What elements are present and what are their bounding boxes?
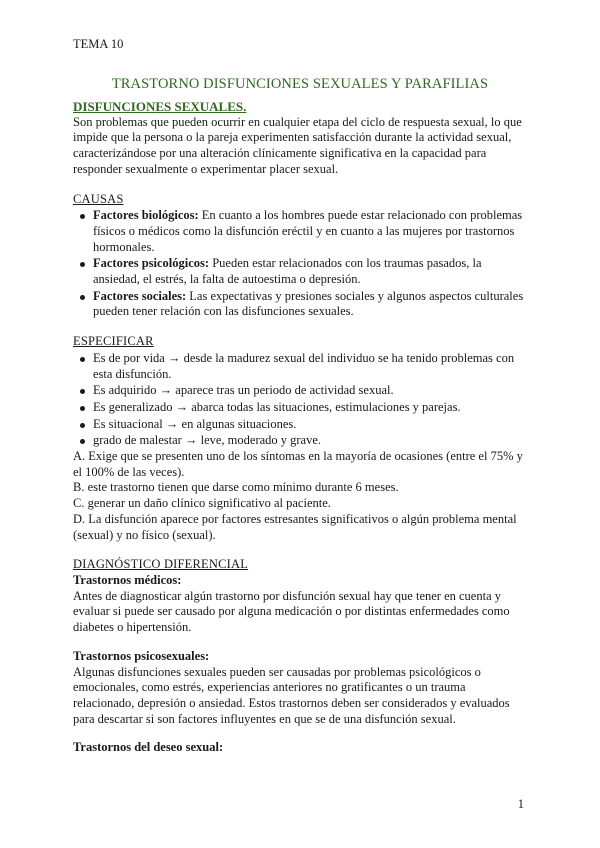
medicos-paragraph: Antes de diagnosticar algún trastorno por disfunción sexual hay que tener en cuenta y evaluar si puede ser causado por alguna medicación o por distintas enfermedades como diabetes o hipertensión. <box>73 588 510 635</box>
disfunciones-paragraph: Son problemas que pueden ocurrir en cualquier etapa del ciclo de respuesta sexual, lo que impide que la persona o la pareja experimenten satisfacción durante la actividad sexual, caracterizándose por una alteración clínicamente significativa en la capacidad para responder sexualmente o experimentar placer sexual. <box>73 114 522 176</box>
subheading-psicosexuales: Trastornos psicosexuales: <box>73 648 210 663</box>
causas-list <box>73 207 528 320</box>
section-heading-diagnostico: DIAGNÓSTICO DIFERENCIAL <box>73 557 249 572</box>
psicosexuales-paragraph: Algunas disfunciones sexuales pueden ser causadas por problemas psicológicos o emocionales, como estrés, experiencias anteriores no gratificantes o un trauma relacionado, depresión o ansiedad. Estos trastornos deben ser considerados y evaluados para descartar si son factores influyentes en que se de una disfunción sexual. <box>73 664 510 726</box>
criterion-c: C. generar un daño clínico significativo al paciente. <box>73 496 331 511</box>
list-item: Es generalizado → abarca todas las situaciones, estimulaciones y parejas. <box>93 399 528 416</box>
criterion-a: A. Exige que se presenten uno de los síntomas en la mayoría de ocasiones (entre el 75% y el 100% de las veces). <box>73 449 523 479</box>
section-heading-disfunciones: DISFUNCIONES SEXUALES. <box>73 99 247 114</box>
list-item-text: Las expectativas y presiones sociales y algunos aspectos culturales pueden tener relación con las disfunciones sexuales. <box>93 288 524 319</box>
section-heading-causas: CAUSAS <box>73 191 124 206</box>
list-item: grado de malestar → leve, moderado y grave. <box>93 432 528 449</box>
list-item: Es situacional → en algunas situaciones. <box>93 416 528 433</box>
list-item-text: Pueden estar relacionados con los traumas pasados, la ansiedad, el estrés, la falta de autoestima o depresión. <box>93 256 482 287</box>
document-body <box>73 99 528 756</box>
subheading-deseo: Trastornos del deseo sexual: <box>73 740 224 755</box>
criterion-b: B. este trastorno tienen que darse como mínimo durante 6 meses. <box>73 480 399 495</box>
especificar-list <box>73 350 528 449</box>
page-number: 1 <box>517 797 524 811</box>
list-item-text: En cuanto a los hombres puede estar relacionado con problemas físicos o médicos como la disfunción eréctil y en cuanto a las mujeres por trastornos hormonales. <box>93 208 523 254</box>
list-item: Es adquirido → aparece tras un periodo de actividad sexual. <box>93 382 528 399</box>
list-item <box>93 207 528 255</box>
list-item-term: Factores biológicos: <box>93 208 199 223</box>
list-item <box>93 288 528 320</box>
document-title: TRASTORNO DISFUNCIONES SEXUALES Y PARAFILIAS <box>111 76 489 92</box>
section-heading-especificar: ESPECIFICAR <box>73 334 154 349</box>
criterion-d: D. La disfunción aparece por factores estresantes significativos o algún problema mental (sexual) y no físico (sexual). <box>73 511 517 542</box>
header-label: TEMA 10 <box>73 37 124 51</box>
subheading-medicos: Trastornos médicos: <box>73 572 182 587</box>
list-item-term: Factores psicológicos: <box>93 256 210 271</box>
list-item-term: Factores sociales: <box>93 288 187 303</box>
list-item: Es de por vida → desde la madurez sexual del individuo se ha tenido problemas con esta disfunción. <box>93 350 528 382</box>
list-item <box>93 255 528 287</box>
